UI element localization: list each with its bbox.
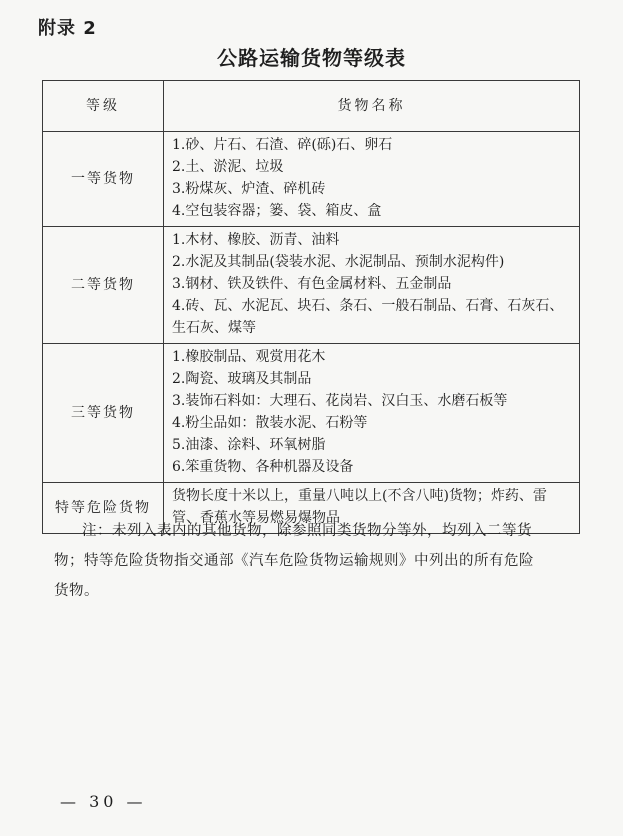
cargo-item: 2.陶瓷、玻璃及其制品 bbox=[172, 371, 312, 387]
grade-cell: 一等货物 bbox=[43, 132, 164, 227]
cargo-item: 4.砖、瓦、水泥瓦、块石、条石、一般石制品、石膏、石灰石、生石灰、煤等 bbox=[172, 298, 564, 336]
cargo-grade-table bbox=[42, 80, 580, 534]
table-note bbox=[54, 516, 584, 606]
table-row-grade-3 bbox=[43, 344, 580, 483]
cargo-item: 1.橡胶制品、观赏用花木 bbox=[172, 349, 326, 365]
cargo-names-cell bbox=[164, 227, 580, 344]
note-line: 注：未列入表内的其他货物，除参照同类货物分等外，均列入二等货 bbox=[82, 523, 532, 539]
grade-cell: 三等货物 bbox=[43, 344, 164, 483]
note-line: 物；特等危险货物指交通部《汽车危险货物运输规则》中列出的所有危险 bbox=[54, 553, 534, 569]
header-grade: 等级 bbox=[43, 81, 164, 132]
grade-cell: 特等危险货物 bbox=[43, 483, 164, 534]
header-cargo-names: 货物名称 bbox=[164, 81, 580, 132]
cargo-item: 6.笨重货物、各种机器及设备 bbox=[172, 459, 354, 475]
appendix-label: 附录 2 bbox=[38, 18, 97, 39]
table-header-row bbox=[43, 81, 580, 132]
table-row-grade-2 bbox=[43, 227, 580, 344]
cargo-names-cell bbox=[164, 344, 580, 483]
cargo-item: 2.土、淤泥、垃圾 bbox=[172, 159, 284, 175]
cargo-names-cell bbox=[164, 132, 580, 227]
cargo-item: 3.装饰石料如：大理石、花岗岩、汉白玉、水磨石板等 bbox=[172, 393, 508, 409]
page-title: 公路运输货物等级表 bbox=[217, 46, 406, 70]
cargo-item: 1.木材、橡胶、沥青、油料 bbox=[172, 232, 340, 248]
note-line: 货物。 bbox=[54, 583, 99, 599]
cargo-item: 4.粉尘品如：散装水泥、石粉等 bbox=[172, 415, 368, 431]
cargo-item: 3.粉煤灰、炉渣、碎机砖 bbox=[172, 181, 326, 197]
page-number: — 30 — bbox=[60, 792, 147, 811]
grade-cell: 二等货物 bbox=[43, 227, 164, 344]
cargo-item: 货物长度十米以上，重量八吨以上(不含八吨)货物；炸药、雷管、香蕉水等易燃易爆物品 bbox=[172, 488, 547, 526]
table-row-grade-1 bbox=[43, 132, 580, 227]
cargo-item: 3.钢材、铁及铁件、有色金属材料、五金制品 bbox=[172, 276, 452, 292]
cargo-item: 4.空包装容器；篓、袋、箱皮、盒 bbox=[172, 203, 382, 219]
cargo-item: 1.砂、片石、石渣、碎(砾)石、卵石 bbox=[172, 137, 393, 153]
cargo-item: 2.水泥及其制品(袋装水泥、水泥制品、预制水泥构件) bbox=[172, 254, 505, 270]
cargo-item: 5.油漆、涂料、环氧树脂 bbox=[172, 437, 326, 453]
